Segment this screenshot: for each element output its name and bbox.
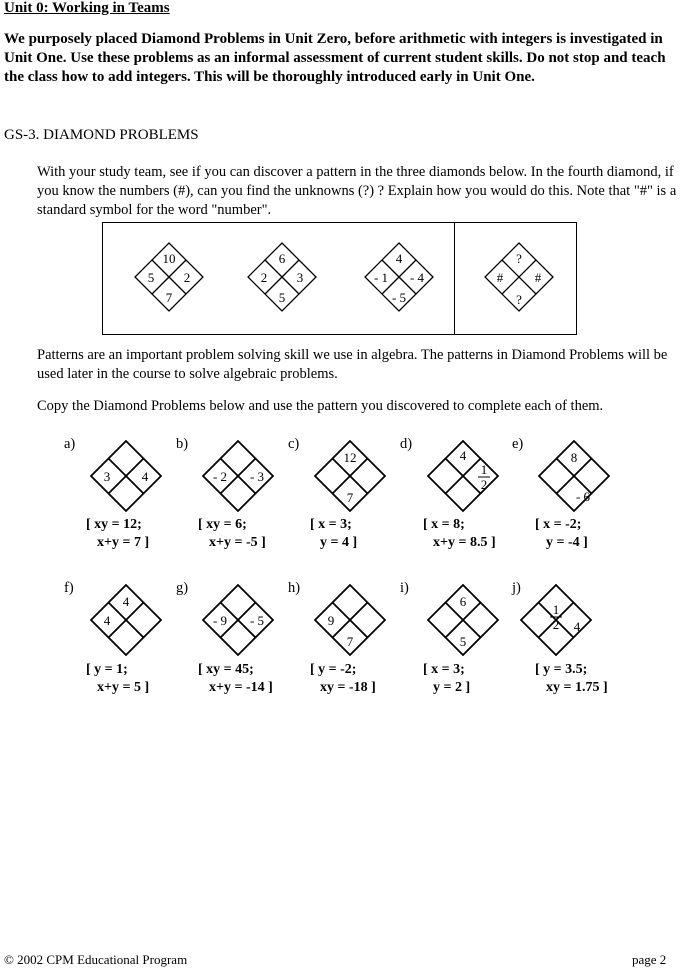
exercise-f-diamond bbox=[90, 584, 162, 656]
copy-instructions: Copy the Diamond Problems below and use the pattern you discovered to complete each of them. bbox=[37, 398, 604, 414]
exercise-f-hint-1: [ y = 1; bbox=[86, 662, 128, 677]
exercise-i-hint-1: [ x = 3; bbox=[423, 662, 465, 677]
example-3-left: - 1 bbox=[373, 270, 389, 285]
example-diamond-3 bbox=[364, 242, 434, 312]
exercise-e-bottom: - 6 bbox=[575, 489, 591, 504]
exercise-g-right: - 5 bbox=[249, 613, 265, 628]
exercise-c-hint-2: y = 4 ] bbox=[320, 535, 358, 550]
exercise-j-hint-2: xy = 1.75 ] bbox=[546, 680, 608, 695]
exercise-j-label: j) bbox=[512, 580, 521, 596]
exercise-g-hint-2: x+y = -14 ] bbox=[209, 680, 273, 695]
example-2-right: 3 bbox=[296, 270, 304, 285]
exercise-i-diamond bbox=[427, 584, 499, 656]
exercise-e-hint-1: [ x = -2; bbox=[535, 517, 582, 532]
example-1-right: 2 bbox=[183, 270, 191, 285]
exercise-g-diamond bbox=[202, 584, 274, 656]
example-3-bottom: - 5 bbox=[391, 290, 407, 305]
exercise-b-right: - 3 bbox=[249, 469, 265, 484]
example-box-divider bbox=[454, 222, 455, 335]
exercise-d-right-denominator: 2 bbox=[480, 477, 488, 492]
exercise-e-diamond bbox=[538, 440, 610, 512]
exercise-i-bottom: 5 bbox=[459, 634, 467, 649]
exercise-b-hint-1: [ xy = 6; bbox=[198, 517, 247, 532]
exercise-h-diamond bbox=[314, 584, 386, 656]
example-1-top: 10 bbox=[162, 251, 176, 266]
patterns-paragraph: Patterns are an important problem solving skill we use in algebra. The patterns in Diamond Problems will be used later in the course to solve algebraic problems. bbox=[37, 347, 668, 382]
page-number: page 2 bbox=[632, 952, 667, 967]
exercise-d-hint-2: x+y = 8.5 ] bbox=[433, 535, 496, 550]
example-1-left: 5 bbox=[147, 270, 155, 285]
exercise-g-label: g) bbox=[176, 580, 189, 596]
exercise-f-top: 4 bbox=[122, 594, 130, 609]
exercise-a-hint-1: [ xy = 12; bbox=[86, 517, 142, 532]
exercise-d-top: 4 bbox=[459, 448, 467, 463]
example-3-top: 4 bbox=[395, 251, 403, 266]
exercise-g-left: - 9 bbox=[212, 613, 228, 628]
exercise-h-bottom: 7 bbox=[346, 634, 354, 649]
exercise-j-left-denominator: 2 bbox=[552, 617, 560, 632]
example-diamond-1 bbox=[134, 242, 204, 312]
example-2-top: 6 bbox=[278, 251, 286, 266]
exercise-e-top: 8 bbox=[570, 450, 578, 465]
example-3-right: - 4 bbox=[409, 270, 425, 285]
exercise-b-left: - 2 bbox=[212, 469, 228, 484]
exercise-d-label: d) bbox=[400, 436, 413, 452]
example-1-bottom: 7 bbox=[165, 290, 173, 305]
exercise-e-label: e) bbox=[512, 436, 524, 452]
teacher-note: We purposely placed Diamond Problems in Unit Zero, before arithmetic with integers is investigated in Unit One. Use these problems as an informal assessment of current student skills. Do not stop and teach the class how to add integers. This will be thoroughly introduced early in Unit One. bbox=[4, 31, 666, 85]
exercise-a-left: 3 bbox=[103, 469, 111, 484]
exercise-h-left: 9 bbox=[327, 613, 335, 628]
exercise-j-left-numerator: 1 bbox=[552, 602, 560, 617]
exercise-j-right: 4 bbox=[573, 619, 581, 634]
example-diamond-2 bbox=[247, 242, 317, 312]
problem-instructions: With your study team, see if you can discover a pattern in the three diamonds below. In the fourth diamond, if you know the numbers (#), can you find the unknowns (?) ? Explain how you would do this. Note that "#" is a standard symbol for the word "number". bbox=[37, 164, 677, 218]
page-title: Unit 0: Working in Teams bbox=[4, 0, 170, 16]
exercise-d-right-numerator: 1 bbox=[480, 462, 488, 477]
exercise-i-label: i) bbox=[400, 580, 409, 596]
exercise-j-hint-1: [ y = 3.5; bbox=[535, 662, 588, 677]
exercise-c-top: 12 bbox=[343, 450, 357, 465]
exercise-a-label: a) bbox=[64, 436, 76, 452]
exercise-d-hint-1: [ x = 8; bbox=[423, 517, 465, 532]
exercise-c-diamond bbox=[314, 440, 386, 512]
exercise-h-hint-2: xy = -18 ] bbox=[320, 680, 376, 695]
exercise-c-hint-1: [ x = 3; bbox=[310, 517, 352, 532]
problem-heading: GS-3. DIAMOND PROBLEMS bbox=[4, 127, 199, 143]
exercise-c-bottom: 7 bbox=[346, 490, 354, 505]
exercise-f-label: f) bbox=[64, 580, 74, 596]
example-4-top: ? bbox=[516, 251, 522, 266]
example-4-left: # bbox=[496, 270, 504, 285]
example-2-left: 2 bbox=[260, 270, 268, 285]
exercise-e-hint-2: y = -4 ] bbox=[546, 535, 588, 550]
exercise-b-hint-2: x+y = -5 ] bbox=[209, 535, 266, 550]
copyright-footer: © 2002 CPM Educational Program bbox=[4, 952, 188, 967]
exercise-h-label: h) bbox=[288, 580, 301, 596]
example-2-bottom: 5 bbox=[278, 290, 286, 305]
exercise-g-hint-1: [ xy = 45; bbox=[198, 662, 254, 677]
exercise-a-diamond bbox=[90, 440, 162, 512]
example-4-right: # bbox=[534, 270, 542, 285]
exercise-i-hint-2: y = 2 ] bbox=[433, 680, 471, 695]
exercise-a-right: 4 bbox=[141, 469, 149, 484]
exercise-f-hint-2: x+y = 5 ] bbox=[97, 680, 150, 695]
exercise-j-diamond bbox=[520, 584, 592, 656]
exercise-h-hint-1: [ y = -2; bbox=[310, 662, 357, 677]
exercise-b-label: b) bbox=[176, 436, 189, 452]
exercise-c-label: c) bbox=[288, 436, 300, 452]
exercise-a-hint-2: x+y = 7 ] bbox=[97, 535, 150, 550]
exercise-f-left: 4 bbox=[103, 613, 111, 628]
example-4-bottom: ? bbox=[516, 292, 522, 307]
example-diamond-4 bbox=[484, 242, 554, 312]
exercise-b-diamond bbox=[202, 440, 274, 512]
exercise-i-top: 6 bbox=[459, 594, 467, 609]
exercise-d-diamond bbox=[427, 440, 499, 512]
